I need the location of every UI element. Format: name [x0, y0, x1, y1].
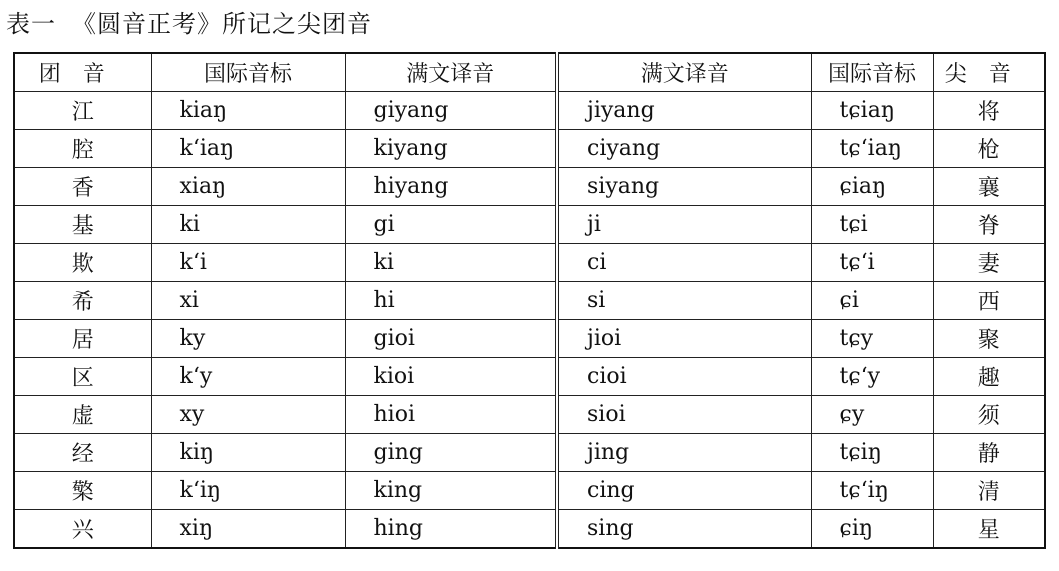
jian-yin-cell: 脊	[933, 206, 1045, 244]
tuan-yin-cell: 基	[14, 206, 151, 244]
tuan-yin-cell: 兴	[14, 510, 151, 549]
ipa-left-cell: kʻiaŋ	[151, 130, 345, 168]
ipa-left-cell: kʻi	[151, 244, 345, 282]
table-row	[14, 168, 1045, 206]
header-ipa-right: 国际音标	[811, 53, 933, 92]
ipa-right-cell: tɕy	[811, 320, 933, 358]
tuan-yin-cell: 江	[14, 92, 151, 130]
tuan-yin-cell: 檠	[14, 472, 151, 510]
ipa-left-cell: kiaŋ	[151, 92, 345, 130]
jian-yin-cell: 趣	[933, 358, 1045, 396]
manchu-left-cell: hi	[345, 282, 557, 320]
manchu-left-cell: hioi	[345, 396, 557, 434]
jian-yin-cell: 将	[933, 92, 1045, 130]
manchu-right-cell: jiyang	[557, 92, 811, 130]
manchu-left-cell: gioi	[345, 320, 557, 358]
manchu-left-cell: kioi	[345, 358, 557, 396]
tuan-yin-cell: 腔	[14, 130, 151, 168]
manchu-right-cell: si	[557, 282, 811, 320]
manchu-left-cell: kiyang	[345, 130, 557, 168]
manchu-right-cell: cioi	[557, 358, 811, 396]
sound-comparison-table	[13, 52, 1046, 549]
manchu-right-cell: sing	[557, 510, 811, 549]
jian-yin-cell: 须	[933, 396, 1045, 434]
manchu-left-cell: hiyang	[345, 168, 557, 206]
jian-yin-cell: 西	[933, 282, 1045, 320]
manchu-left-cell: ki	[345, 244, 557, 282]
header-tuan-yin: 团音	[14, 53, 151, 92]
ipa-right-cell: ɕi	[811, 282, 933, 320]
tuan-yin-cell: 欺	[14, 244, 151, 282]
ipa-right-cell: tɕʻiŋ	[811, 472, 933, 510]
table-row	[14, 510, 1045, 549]
manchu-right-cell: ji	[557, 206, 811, 244]
manchu-left-cell: giyang	[345, 92, 557, 130]
ipa-left-cell: kʻiŋ	[151, 472, 345, 510]
manchu-left-cell: gi	[345, 206, 557, 244]
ipa-right-cell: tɕʻi	[811, 244, 933, 282]
manchu-right-cell: ciyang	[557, 130, 811, 168]
ipa-left-cell: kiŋ	[151, 434, 345, 472]
caption-title: 《圆音正考》所记之尖团音	[72, 10, 372, 38]
tuan-yin-cell: 经	[14, 434, 151, 472]
table-header-row	[14, 53, 1045, 92]
ipa-right-cell: ɕy	[811, 396, 933, 434]
jian-yin-cell: 妻	[933, 244, 1045, 282]
table-row	[14, 130, 1045, 168]
ipa-left-cell: ki	[151, 206, 345, 244]
manchu-right-cell: cing	[557, 472, 811, 510]
tuan-yin-cell: 香	[14, 168, 151, 206]
table-row	[14, 472, 1045, 510]
manchu-right-cell: ci	[557, 244, 811, 282]
table-row	[14, 244, 1045, 282]
ipa-right-cell: tɕʻiaŋ	[811, 130, 933, 168]
jian-yin-cell: 聚	[933, 320, 1045, 358]
table-row	[14, 358, 1045, 396]
tuan-yin-cell: 居	[14, 320, 151, 358]
manchu-right-cell: siyang	[557, 168, 811, 206]
ipa-left-cell: kʻy	[151, 358, 345, 396]
manchu-right-cell: jioi	[557, 320, 811, 358]
manchu-right-cell: sioi	[557, 396, 811, 434]
jian-yin-cell: 襄	[933, 168, 1045, 206]
table-row	[14, 206, 1045, 244]
manchu-left-cell: king	[345, 472, 557, 510]
tuan-yin-cell: 虚	[14, 396, 151, 434]
table-row	[14, 434, 1045, 472]
ipa-left-cell: xiŋ	[151, 510, 345, 549]
manchu-left-cell: hing	[345, 510, 557, 549]
ipa-right-cell: ɕiŋ	[811, 510, 933, 549]
header-jian-yin: 尖音	[933, 53, 1045, 92]
table-row	[14, 320, 1045, 358]
jian-yin-cell: 静	[933, 434, 1045, 472]
header-manchu-left: 满文译音	[345, 53, 557, 92]
jian-yin-cell: 清	[933, 472, 1045, 510]
tuan-yin-cell: 区	[14, 358, 151, 396]
header-ipa-left: 国际音标	[151, 53, 345, 92]
table-body	[14, 92, 1045, 549]
ipa-right-cell: tɕʻy	[811, 358, 933, 396]
caption-label: 表一	[6, 10, 56, 38]
ipa-right-cell: tɕi	[811, 206, 933, 244]
ipa-right-cell: ɕiaŋ	[811, 168, 933, 206]
ipa-left-cell: xi	[151, 282, 345, 320]
ipa-left-cell: ky	[151, 320, 345, 358]
jian-yin-cell: 枪	[933, 130, 1045, 168]
ipa-right-cell: tɕiaŋ	[811, 92, 933, 130]
manchu-right-cell: jing	[557, 434, 811, 472]
header-manchu-right: 满文译音	[557, 53, 811, 92]
ipa-left-cell: xiaŋ	[151, 168, 345, 206]
table-row	[14, 92, 1045, 130]
table-row	[14, 396, 1045, 434]
table-row	[14, 282, 1045, 320]
table-caption	[6, 4, 388, 44]
jian-yin-cell: 星	[933, 510, 1045, 549]
manchu-left-cell: ging	[345, 434, 557, 472]
ipa-left-cell: xy	[151, 396, 345, 434]
tuan-yin-cell: 希	[14, 282, 151, 320]
ipa-right-cell: tɕiŋ	[811, 434, 933, 472]
